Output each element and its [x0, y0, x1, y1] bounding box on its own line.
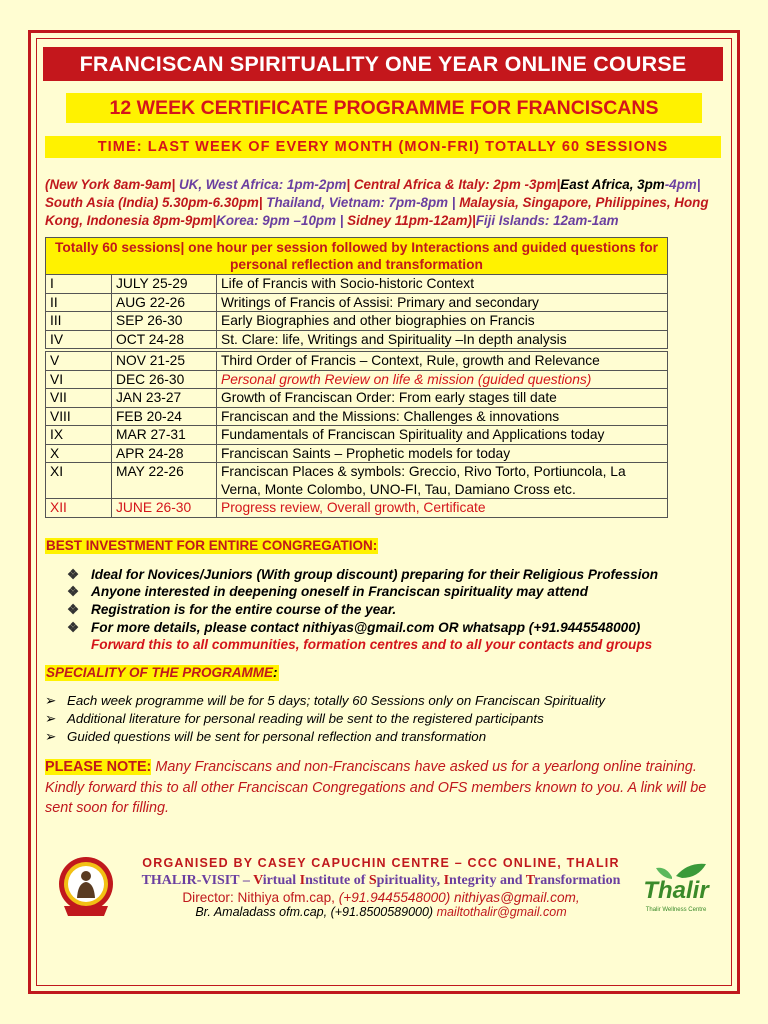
director-line: Director: Nithiya ofm.cap, (+91.9445548000) nithiyas@gmail.com, [182, 890, 580, 905]
table-row [46, 293, 668, 312]
table-header: Totally 60 sessions| one hour per session followed by Interactions and guided questions for personal reflection and transformation [46, 238, 668, 275]
date-cell: AUG 22-26 [112, 293, 217, 312]
tz-thailand: Thailand, Vietnam: 7pm-8pm | [266, 195, 460, 210]
week-cell: IV [46, 330, 112, 349]
tz-fiji: Fiji Islands: 12am-1am [475, 213, 619, 228]
thalir-logo [632, 860, 720, 916]
topic-cell: Franciscan Places & symbols: Greccio, Rivo Torto, Portiuncola, La Verna, Monte Colombo, UNO-FI, Tau, Damiano Cross etc. [217, 463, 668, 499]
forward-notice: Forward this to all communities, formation centres and to all your contacts and groups [91, 637, 653, 652]
table-row [46, 426, 668, 445]
table-row [46, 370, 668, 389]
tz-new-york: (New York 8am-9am| [45, 177, 179, 192]
note-text: Many Franciscans and non-Franciscans have asked us for a yearlong online training. Kindly forward this to all other Franciscan Congregations and OFS members known to you. A link will be sent soon for filling. [45, 759, 707, 816]
diamond-bullet-icon: ❖ [67, 584, 80, 599]
topic-cell: Personal growth Review on life & mission (guided questions) [217, 370, 668, 389]
date-cell: DEC 26-30 [112, 370, 217, 389]
list-item: ❖ Ideal for Novices/Juniors (With group discount) preparing for their Religious Profession [67, 567, 659, 582]
week-cell: VII [46, 389, 112, 408]
week-cell: XI [46, 463, 112, 499]
table-row [46, 463, 668, 499]
topic-cell: Writings of Francis of Assisi: Primary and secondary [217, 293, 668, 312]
week-cell: III [46, 312, 112, 331]
list-item: ➢ Guided questions will be sent for personal reflection and transformation [45, 729, 487, 744]
list-item: ➢ Each week programme will be for 5 days; totally 60 Sessions only on Franciscan Spirituality [45, 693, 606, 708]
organiser-line: ORGANISED BY CASEY CAPUCHIN CENTRE – CCC ONLINE, THALIR [142, 856, 620, 870]
topic-cell: Fundamentals of Franciscan Spirituality and Applications today [217, 426, 668, 445]
week-cell: VIII [46, 407, 112, 426]
table-header-row [46, 238, 668, 275]
date-cell: SEP 26-30 [112, 312, 217, 331]
speciality-title: SPECIALITY OF THE PROGRAMME: [46, 665, 278, 680]
list-item: ➢ Additional literature for personal reading will be sent to the registered participants [45, 711, 544, 726]
table-row [46, 312, 668, 331]
programme-subtitle: 12 WEEK CERTIFICATE PROGRAMME FOR FRANCISCANS [66, 93, 702, 123]
schedule-banner: TIME: LAST WEEK OF EVERY MONTH (MON-FRI) TOTALLY 60 SESSIONS [45, 136, 721, 158]
diamond-bullet-icon: ❖ [67, 567, 80, 582]
topic-cell: Life of Francis with Socio-historic Context [217, 275, 668, 294]
tz-east-africa: East Africa, 3pm [560, 177, 665, 192]
timezone-schedule [45, 176, 735, 230]
week-cell: X [46, 444, 112, 463]
email-link[interactable]: mailtothalir@gmail.com [436, 905, 567, 919]
director-contact[interactable]: (+91.9445548000) nithiyas@gmail.com, [338, 890, 580, 905]
arrow-bullet-icon: ➢ [45, 729, 57, 744]
table-row [46, 389, 668, 408]
topic-cell: Franciscan and the Missions: Challenges & innovations [217, 407, 668, 426]
topic-cell: Third Order of Francis – Context, Rule, growth and Relevance [217, 352, 668, 371]
table-row [46, 275, 668, 294]
date-cell: APR 24-28 [112, 444, 217, 463]
list-item: ❖ For more details, please contact nithiyas@gmail.com OR whatsapp (+91.9445548000) [67, 620, 641, 635]
topic-cell: Progress review, Overall growth, Certificate [217, 499, 668, 518]
table-row [46, 352, 668, 371]
svg-text:Thalir Wellness Centre: Thalir Wellness Centre [645, 907, 707, 913]
diamond-bullet-icon: ❖ [67, 602, 80, 617]
list-item: ❖ Registration is for the entire course of the year. [67, 602, 397, 617]
date-cell: OCT 24-28 [112, 330, 217, 349]
week-cell: I [46, 275, 112, 294]
date-cell: MAY 22-26 [112, 463, 217, 499]
investment-title: BEST INVESTMENT FOR ENTIRE CONGREGATION: [46, 538, 378, 553]
tz-sidney: Sidney 11pm-12am)| [347, 213, 476, 228]
week-cell: XII [46, 499, 112, 518]
topic-cell: Early Biographies and other biographies on Francis [217, 312, 668, 331]
thalir-visit-line: THALIR-VISIT – Virtual Institute of Spirituality, Integrity and Transformation [141, 873, 621, 888]
week-cell: IX [46, 426, 112, 445]
please-note [45, 757, 735, 819]
tz-east-africa-end: -4pm| [664, 177, 701, 192]
date-cell: MAR 27-31 [112, 426, 217, 445]
svg-text:Thalir: Thalir [643, 877, 709, 904]
tz-south-asia: South Asia (India) 5.30pm-6.30pm| [45, 195, 267, 210]
date-cell: NOV 21-25 [112, 352, 217, 371]
schedule-table [45, 237, 668, 518]
note-label: PLEASE NOTE: [45, 759, 152, 775]
date-cell: FEB 20-24 [112, 407, 217, 426]
table-row [46, 499, 668, 518]
week-cell: II [46, 293, 112, 312]
table-row [46, 407, 668, 426]
diamond-bullet-icon: ❖ [67, 620, 80, 635]
arrow-bullet-icon: ➢ [45, 693, 57, 708]
week-cell: V [46, 352, 112, 371]
tz-central-africa: | Central Africa & Italy: 2pm -3pm| [346, 177, 561, 192]
tz-uk: UK, West Africa: 1pm-2pm [179, 177, 347, 192]
brother-contact-line: Br. Amaladass ofm.cap, (+91.8500589000) mailtothalir@gmail.com [195, 905, 567, 919]
arrow-bullet-icon: ➢ [45, 711, 57, 726]
capuchin-seal-logo [56, 856, 116, 918]
table-row [46, 444, 668, 463]
topic-cell: Franciscan Saints – Prophetic models for today [217, 444, 668, 463]
course-title: FRANCISCAN SPIRITUALITY ONE YEAR ONLINE COURSE [43, 47, 723, 81]
topic-cell: St. Clare: life, Writings and Spirituality –In depth analysis [217, 330, 668, 349]
list-item: ❖ Anyone interested in deepening oneself in Franciscan spirituality may attend [67, 584, 589, 599]
date-cell: JULY 25-29 [112, 275, 217, 294]
tz-korea: Korea: 9pm –10pm | [216, 213, 348, 228]
tz-malaysia: Malaysia, Singapore, Philippines, Hong Kong, Indonesia 8pm-9pm| [45, 195, 709, 228]
table-row [46, 330, 668, 349]
week-cell: VI [46, 370, 112, 389]
topic-cell: Growth of Franciscan Order: From early stages till date [217, 389, 668, 408]
date-cell: JAN 23-27 [112, 389, 217, 408]
date-cell: JUNE 26-30 [112, 499, 217, 518]
